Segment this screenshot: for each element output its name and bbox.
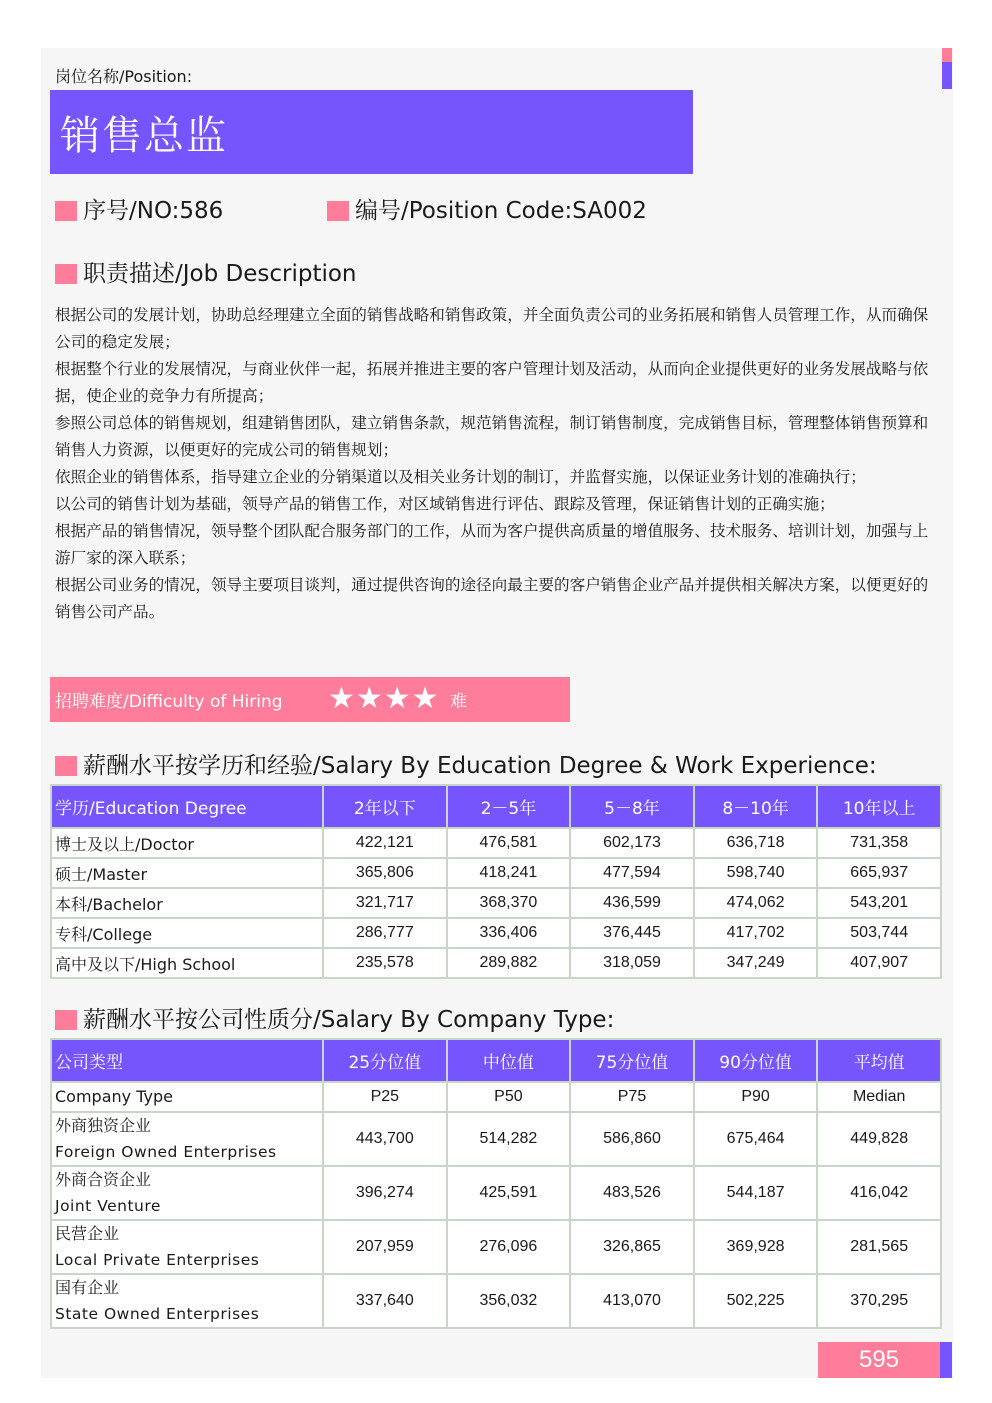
table-header-cell: 75分位值	[570, 1039, 694, 1082]
serial-text: 序号/NO:586	[83, 198, 224, 224]
company-type-cn: 外商独资企业	[55, 1116, 152, 1135]
table-header-cell: 10年以上	[817, 785, 941, 828]
table-row	[51, 948, 941, 978]
table-cell: 675,464	[694, 1112, 818, 1166]
row-label	[51, 1274, 323, 1328]
company-type-en: State Owned Enterprises	[55, 1305, 260, 1323]
table-subheader-cell: Company Type	[51, 1082, 323, 1112]
row-label: 硕士/Master	[51, 858, 323, 888]
table-cell: 474,062	[694, 888, 818, 918]
page-title: 销售总监	[60, 113, 228, 159]
table-subheader-cell: Median	[817, 1082, 941, 1112]
job-description-heading-text: 职责描述/Job Description	[83, 261, 357, 287]
table-subheader-cell: P25	[323, 1082, 447, 1112]
table-cell: 665,937	[817, 858, 941, 888]
table-row	[51, 918, 941, 948]
row-label	[51, 1112, 323, 1166]
education-salary-table	[50, 784, 942, 979]
table-header-cell: 90分位值	[694, 1039, 818, 1082]
table-cell: 636,718	[694, 828, 818, 858]
table-cell: 425,591	[447, 1166, 571, 1220]
job-duty: 根据公司的发展计划，协助总经理建立全面的销售战略和销售政策，并全面负责公司的业务拓展和销售人员管理工作，从而确保公司的稳定发展；	[55, 306, 929, 351]
page-number-accent	[940, 1342, 952, 1378]
table-subheader-cell: P50	[447, 1082, 571, 1112]
table-row	[51, 1166, 941, 1220]
job-duty: 根据产品的销售情况，领导整个团队配合服务部门的工作，从而为客户提供高质量的增值服务、技术服务、培训计划，加强与上游厂家的深入联系；	[55, 522, 929, 567]
job-duty: 根据整个行业的发展情况，与商业伙伴一起，拓展并推进主要的客户管理计划及活动，从而向企业提供更好的业务发展战略与依据，使企业的竞争力有所提高；	[55, 360, 929, 405]
corner-accent-pink	[942, 48, 952, 62]
table-cell: 416,042	[817, 1166, 941, 1220]
table-cell: 336,406	[447, 918, 571, 948]
table-cell: 326,865	[570, 1220, 694, 1274]
table-header-cell: 学历/Education Degree	[51, 785, 323, 828]
company-salary-heading	[55, 1001, 614, 1034]
position-code	[327, 192, 647, 225]
table-cell: 413,070	[570, 1274, 694, 1328]
table-cell: 276,096	[447, 1220, 571, 1274]
table-cell: 544,187	[694, 1166, 818, 1220]
education-salary-heading-text: 薪酬水平按学历和经验/Salary By Education Degree & Work Experience:	[83, 753, 877, 779]
education-salary-heading	[55, 747, 877, 780]
company-type-cn: 国有企业	[55, 1278, 120, 1297]
table-row	[51, 888, 941, 918]
table-row	[51, 828, 941, 858]
bullet-square-icon	[327, 201, 349, 221]
company-salary-heading-text: 薪酬水平按公司性质分/Salary By Company Type:	[83, 1007, 615, 1033]
job-description-heading	[55, 255, 357, 288]
company-type-en: Local Private Enterprises	[55, 1251, 260, 1269]
table-cell: 443,700	[323, 1112, 447, 1166]
table-cell: 449,828	[817, 1112, 941, 1166]
row-label: 高中及以下/High School	[51, 948, 323, 978]
company-type-en: Joint Venture	[55, 1197, 161, 1215]
hiring-difficulty-level: 难	[450, 692, 467, 712]
table-header-cell: 中位值	[447, 1039, 571, 1082]
table-cell: 731,358	[817, 828, 941, 858]
table-cell: 286,777	[323, 918, 447, 948]
table-cell: 543,201	[817, 888, 941, 918]
hiring-difficulty-label: 招聘难度/Difficulty of Hiring	[55, 692, 283, 712]
table-cell: 417,702	[694, 918, 818, 948]
table-header-cell: 2年以下	[323, 785, 447, 828]
position-code-text: 编号/Position Code:SA002	[355, 198, 647, 224]
bullet-square-icon	[55, 201, 77, 221]
table-cell: 477,594	[570, 858, 694, 888]
job-description	[55, 302, 943, 626]
table-cell: 476,581	[447, 828, 571, 858]
table-cell: 356,032	[447, 1274, 571, 1328]
table-subheader-row	[51, 1082, 941, 1112]
hiring-difficulty-banner	[50, 677, 570, 722]
table-cell: 586,860	[570, 1112, 694, 1166]
table-header-row	[51, 785, 941, 828]
table-cell: 318,059	[570, 948, 694, 978]
company-type-cn: 民营企业	[55, 1224, 120, 1243]
star-rating-icon: ★★★★	[328, 681, 440, 716]
table-cell: 396,274	[323, 1166, 447, 1220]
table-row	[51, 858, 941, 888]
table-cell: 483,526	[570, 1166, 694, 1220]
table-cell: 347,249	[694, 948, 818, 978]
table-cell: 321,717	[323, 888, 447, 918]
table-cell: 370,295	[817, 1274, 941, 1328]
table-cell: 368,370	[447, 888, 571, 918]
table-cell: 289,882	[447, 948, 571, 978]
table-cell: 502,225	[694, 1274, 818, 1328]
table-cell: 281,565	[817, 1220, 941, 1274]
company-type-en: Foreign Owned Enterprises	[55, 1143, 277, 1161]
serial-number	[55, 192, 223, 225]
table-cell: 422,121	[323, 828, 447, 858]
table-cell: 598,740	[694, 858, 818, 888]
job-duty: 参照公司总体的销售规划，组建销售团队，建立销售条款，规范销售流程，制订销售制度，完成销售目标，管理整体销售预算和销售人力资源，以便更好的完成公司的销售规划；	[55, 414, 929, 459]
table-cell: 369,928	[694, 1220, 818, 1274]
table-cell: 602,173	[570, 828, 694, 858]
job-duty: 依照企业的销售体系，指导建立企业的分销渠道以及相关业务计划的制订，并监督实施，以保证业务计划的准确执行；	[55, 468, 866, 486]
table-cell: 514,282	[447, 1112, 571, 1166]
job-duty: 以公司的销售计划为基础，领导产品的销售工作，对区域销售进行评估、跟踪及管理，保证销售计划的正确实施；	[55, 495, 835, 513]
table-subheader-cell: P75	[570, 1082, 694, 1112]
table-cell: 207,959	[323, 1220, 447, 1274]
table-row	[51, 1112, 941, 1166]
table-header-cell: 5－8年	[570, 785, 694, 828]
company-salary-table	[50, 1038, 942, 1329]
corner-accent-purple	[942, 62, 952, 89]
position-label: 岗位名称/Position:	[55, 67, 193, 86]
table-cell: 337,640	[323, 1274, 447, 1328]
table-cell: 376,445	[570, 918, 694, 948]
table-header-cell: 8－10年	[694, 785, 818, 828]
row-label: 本科/Bachelor	[51, 888, 323, 918]
table-row	[51, 1274, 941, 1328]
table-cell: 503,744	[817, 918, 941, 948]
table-cell: 365,806	[323, 858, 447, 888]
table-header-row	[51, 1039, 941, 1082]
row-label: 博士及以上/Doctor	[51, 828, 323, 858]
bullet-square-icon	[55, 1010, 77, 1030]
page-number: 595	[818, 1342, 940, 1378]
table-header-cell: 公司类型	[51, 1039, 323, 1082]
table-cell: 418,241	[447, 858, 571, 888]
table-cell: 235,578	[323, 948, 447, 978]
bullet-square-icon	[55, 264, 77, 284]
table-cell: 407,907	[817, 948, 941, 978]
bullet-square-icon	[55, 756, 77, 776]
table-header-cell: 2－5年	[447, 785, 571, 828]
row-label: 专科/College	[51, 918, 323, 948]
company-type-cn: 外商合资企业	[55, 1170, 152, 1189]
table-row	[51, 1220, 941, 1274]
table-subheader-cell: P90	[694, 1082, 818, 1112]
table-header-cell: 25分位值	[323, 1039, 447, 1082]
row-label	[51, 1166, 323, 1220]
row-label	[51, 1220, 323, 1274]
table-cell: 436,599	[570, 888, 694, 918]
job-duty: 根据公司业务的情况，领导主要项目谈判，通过提供咨询的途径向最主要的客户销售企业产品并提供相关解决方案，以便更好的销售公司产品。	[55, 576, 929, 621]
table-header-cell: 平均值	[817, 1039, 941, 1082]
